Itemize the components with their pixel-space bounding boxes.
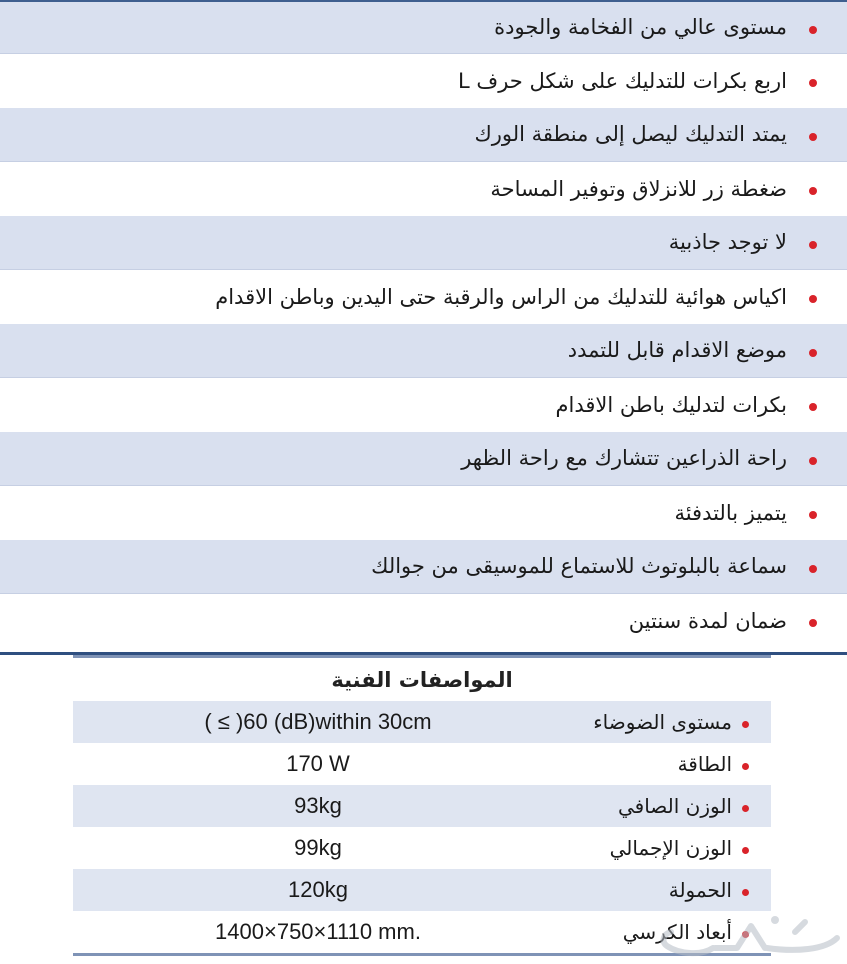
bullet-icon [809, 457, 817, 465]
feature-text: سماعة بالبلوتوث للاستماع للموسيقى من جوالك [371, 554, 787, 578]
feature-text: اربع بكرات للتدليك على شكل حرف L [458, 68, 787, 93]
bullet-icon [742, 805, 749, 812]
bullet-icon [742, 931, 749, 938]
bullet-icon [742, 889, 749, 896]
list-item [0, 108, 847, 162]
bullet-icon [809, 619, 817, 627]
table-bottom-rule [73, 953, 771, 956]
spec-label-cell [610, 827, 749, 869]
feature-text: مستوى عالي من الفخامة والجودة [494, 15, 787, 39]
spec-value: 120kg [288, 877, 348, 902]
bullet-icon [809, 26, 817, 34]
spec-label: الحمولة [668, 878, 732, 902]
spec-label: الوزن الإجمالي [609, 836, 732, 860]
spec-label-cell [618, 785, 749, 827]
spec-label-cell [623, 911, 749, 953]
specs-header [73, 655, 771, 701]
bullet-icon [809, 79, 817, 87]
bullet-icon [809, 295, 817, 303]
table-row [73, 869, 771, 911]
spec-value: 93kg [294, 793, 342, 818]
bullet-icon [809, 403, 817, 411]
feature-text: موضع الاقدام قابل للتمدد [567, 338, 787, 362]
bullet-icon [809, 349, 817, 357]
spec-label: الوزن الصافي [617, 794, 732, 818]
spec-label: مستوى الضوضاء [593, 710, 732, 734]
list-item [0, 0, 847, 54]
list-item [0, 54, 847, 108]
list-item [0, 324, 847, 378]
table-row [73, 785, 771, 827]
bullet-icon [742, 721, 749, 728]
spec-value: 1400×750×1110 mm. [215, 919, 421, 944]
bullet-icon [809, 187, 817, 195]
feature-text: راحة الذراعين تتشارك مع راحة الظهر [461, 446, 787, 470]
specs-table [73, 655, 771, 956]
table-row [73, 743, 771, 785]
bullet-icon [809, 565, 817, 573]
table-row [73, 827, 771, 869]
table-row [73, 911, 771, 953]
list-item [0, 432, 847, 486]
bullet-icon [742, 763, 749, 770]
feature-text: اكياس هوائية للتدليك من الراس والرقبة حتى اليدين وباطن الاقدام [215, 284, 787, 309]
list-item [0, 486, 847, 540]
feature-text: بكرات لتدليك باطن الاقدام [555, 392, 787, 417]
spec-value: ( ≤ )60 (dB)within 30cm [204, 709, 432, 734]
list-item [0, 162, 847, 216]
feature-text: ضغطة زر للانزلاق وتوفير المساحة [490, 176, 787, 201]
list-item [0, 216, 847, 270]
list-item [0, 594, 847, 648]
spec-value: 99kg [294, 835, 342, 860]
feature-text: ضمان لمدة سنتين [628, 608, 787, 633]
specs-title: المواصفات الفنية [331, 667, 513, 692]
bullet-icon [809, 241, 817, 249]
bullet-icon [809, 511, 817, 519]
list-item [0, 270, 847, 324]
spec-label-cell [678, 743, 749, 785]
spec-label: الطاقة [677, 752, 732, 776]
feature-text: يمتد التدليك ليصل إلى منطقة الورك [474, 122, 787, 146]
bullet-icon [809, 133, 817, 141]
spec-label: أبعاد الكرسي [622, 920, 732, 944]
bullet-icon [742, 847, 749, 854]
spec-value: 170 W [286, 751, 350, 776]
spec-label-cell [593, 701, 749, 743]
feature-text: يتميز بالتدفئة [674, 500, 787, 525]
table-row [73, 701, 771, 743]
list-item [0, 378, 847, 432]
spec-label-cell [669, 869, 749, 911]
feature-text: لا توجد جاذبية [668, 230, 787, 254]
list-item [0, 540, 847, 594]
